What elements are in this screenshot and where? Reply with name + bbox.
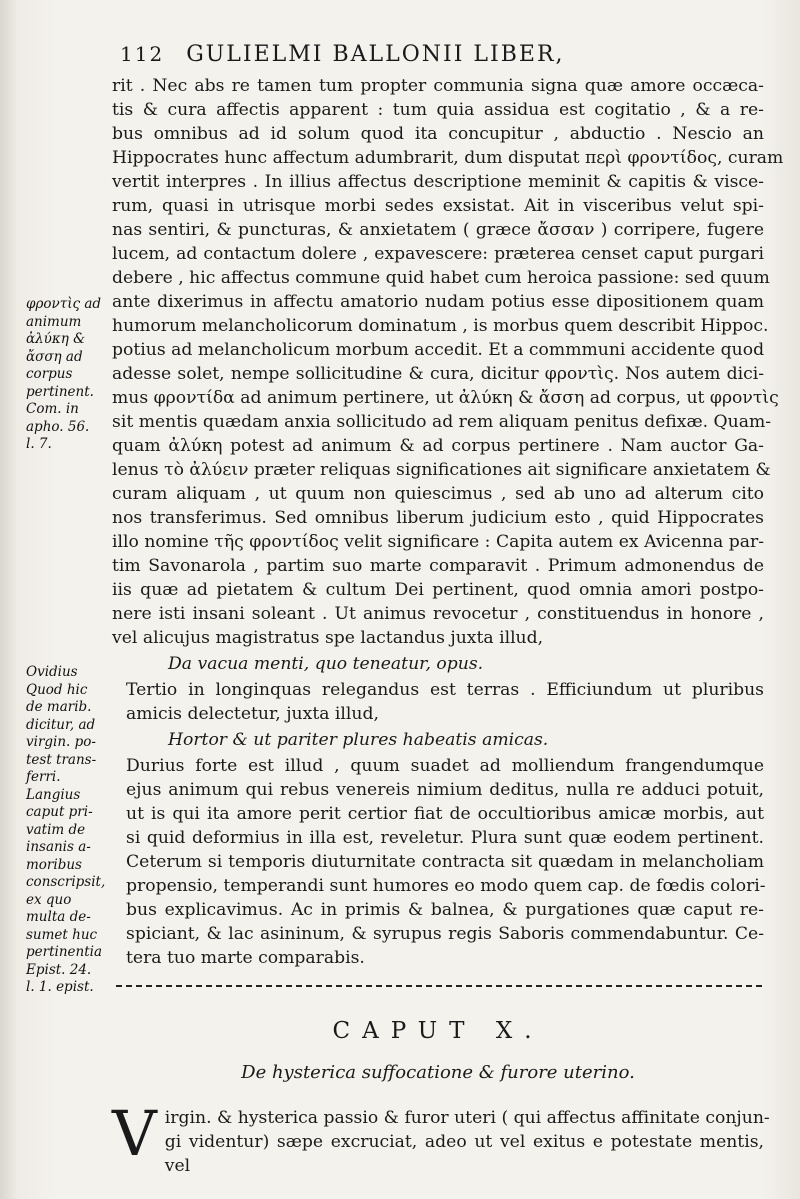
verse-quote: Hortor & ut pariter plures habeatis amicas. bbox=[168, 730, 549, 750]
text-line: Ceterum si temporis diuturnitate contracta sit quædam in melancholiam bbox=[126, 852, 764, 872]
text-line: spiciant, & lac asininum, & syrupus regis Saboris commendabuntur. Ce- bbox=[126, 924, 764, 944]
text-line: ut is qui ita amore perit certior fiat de occultioribus amicæ morbis, aut bbox=[126, 804, 764, 824]
text-line: rum, quasi in utrisque morbi sedes exsistat. Ait in visceribus velut spi- bbox=[112, 196, 764, 216]
section-divider-rule bbox=[116, 985, 762, 987]
margin-note-line: virgin. po- bbox=[26, 734, 96, 750]
margin-note-line: corpus bbox=[26, 366, 73, 382]
text-line: mus φροντίδα ad animum pertinere, ut ἀλύκη & ἄσση ad corpus, ut φροντὶς bbox=[112, 388, 779, 408]
chapter-body bbox=[112, 1097, 770, 1178]
text-line: ejus animum qui rebus venereis nimium deditus, nulla re adduci potuit, bbox=[126, 780, 764, 800]
text-line: nas sentiri, & puncturas, & anxietatem ( græce ἄσσαν ) corripere, fugere bbox=[112, 220, 764, 240]
margin-note-line: l. 1. epist. bbox=[26, 979, 94, 995]
text-line: vertit interpres . In illius affectus descriptione meminit & capitis & visce- bbox=[112, 172, 764, 192]
text-line: sit mentis quædam anxia sollicitudo ad rem aliquam penitus defixæ. Quam- bbox=[112, 412, 772, 432]
text-line: Durius forte est illud , quum suadet ad molliendum frangendumque bbox=[126, 756, 764, 776]
text-line: nere isti insani soleant . Ut animus revocetur , constituendus in honore , bbox=[112, 604, 764, 624]
text-line: bus explicavimus. Ac in primis & balnea, & purgationes quæ caput re- bbox=[126, 900, 764, 920]
text-line: Hippocrates hunc affectum adumbrarit, dum disputat περὶ φροντίδος, curam bbox=[112, 148, 784, 168]
margin-note-line: ἄσση ad bbox=[26, 348, 83, 365]
text-line: amicis delectetur, juxta illud, bbox=[126, 704, 379, 724]
text-line: lucem, ad contactum dolere , expavescere: præterea censet caput purgari bbox=[112, 244, 764, 264]
text-line: nos transferimus. Sed omnibus liberum judicium esto , quid Hippocrates bbox=[112, 508, 764, 528]
margin-note-line: Langius bbox=[26, 786, 81, 803]
margin-note-line: ferri. bbox=[26, 769, 61, 785]
margin-note-line: animum bbox=[26, 313, 82, 330]
running-title: GULIELMI BALLONII LIBER, bbox=[186, 42, 565, 67]
margin-note-line: Com. in bbox=[26, 401, 79, 417]
margin-note-2 bbox=[26, 664, 108, 997]
text-line: tim Savonarola , partim suo marte comparavit . Primum admonendus de bbox=[112, 556, 764, 576]
margin-note-line: moribus bbox=[26, 856, 82, 873]
margin-note-1 bbox=[26, 296, 108, 454]
text-line: vel alicujus magistratus spe lactandus juxta illud, bbox=[112, 628, 544, 648]
text-line: tis & cura affectis apparent : tum quia assidua est cogitatio , & a re- bbox=[112, 100, 764, 120]
text-line: potius ad melancholicum morbum accedit. Et a commmuni accidente quod bbox=[112, 340, 765, 360]
margin-note-line: vatim de bbox=[26, 821, 86, 838]
margin-note-line: φροντὶς ad bbox=[26, 296, 102, 312]
margin-note-line: insanis a- bbox=[26, 839, 91, 855]
page-number: 112 bbox=[120, 42, 165, 66]
margin-note-line: caput pri- bbox=[26, 804, 93, 820]
text-line: debere , hic affectus commune quid habet cum heroica passione: sed quum bbox=[112, 268, 770, 288]
margin-note-line: de marib. bbox=[26, 699, 92, 715]
margin-note-line: dicitur, ad bbox=[26, 716, 96, 733]
text-line: lenus τὸ ἀλύειν præter reliquas significationes ait significare anxietatem & bbox=[112, 460, 771, 480]
text-line: rit . Nec abs re tamen tum propter communia signa quæ amore occæca- bbox=[112, 76, 764, 96]
text-line: tera tuo marte comparabis. bbox=[126, 948, 365, 968]
margin-note-line: apho. 56. bbox=[26, 418, 90, 435]
margin-note-line: test trans- bbox=[26, 751, 97, 768]
margin-note-line: pertinentia bbox=[26, 944, 102, 960]
text-line: adesse solet, nempe sollicitudine & cura, dicitur φροντὶς. Nos autem dici- bbox=[112, 364, 764, 384]
drop-cap: V bbox=[112, 1097, 157, 1170]
margin-note-line: multa de- bbox=[26, 909, 91, 925]
text-line: quam ἀλύκη potest ad animum & ad corpus pertinere . Nam auctor Ga- bbox=[112, 436, 764, 456]
margin-note-line: pertinent. bbox=[26, 383, 94, 400]
running-header bbox=[120, 42, 680, 67]
text-line: illo nomine τῆς φροντίδος velit significare : Capita autem ex Avicenna par- bbox=[112, 532, 764, 552]
verse-quote: Da vacua menti, quo teneatur, opus. bbox=[168, 654, 484, 674]
text-line: gi videntur) sæpe excruciat, adeo ut vel exitus e potestate mentis, bbox=[164, 1132, 764, 1152]
text-line: bus omnibus ad id solum quod ita concupitur , abductio . Nescio an bbox=[112, 124, 764, 144]
text-line: propensio, temperandi sunt humores eo modo quem cap. de fœdis colori- bbox=[126, 876, 766, 896]
main-text bbox=[112, 74, 784, 970]
margin-note-line: l. 7. bbox=[26, 436, 52, 452]
text-line: humorum melancholicorum dominatum , is morbus quem describit Hippoc. bbox=[112, 316, 769, 336]
margin-note-line: conscripsit, bbox=[26, 874, 106, 890]
margin-note-line: sumet huc bbox=[26, 926, 98, 943]
text-line: curam aliquam , ut quum non quiescimus , sed ab uno ad alterum cito bbox=[112, 484, 764, 504]
text-line: iis quæ ad pietatem & cultum Dei pertinent, quod omnia amori postpo- bbox=[112, 580, 764, 600]
text-line: si quid deformius in illa est, reveletur. Plura sunt quæ eodem pertinent. bbox=[126, 828, 764, 848]
margin-note-line: Epist. 24. bbox=[26, 961, 92, 978]
margin-note-line: ἀλύκη & bbox=[26, 331, 86, 347]
text-line: Tertio in longinquas relegandus est terras . Efficiundum ut pluribus bbox=[126, 680, 764, 700]
chapter-subtitle: De hysterica suffocatione & furore uterino. bbox=[241, 1062, 635, 1083]
margin-note-line: Quod hic bbox=[26, 681, 88, 698]
text-line: ante dixerimus in affectu amatorio nudam potius esse dipositionem quam bbox=[112, 292, 764, 312]
chapter-title: CAPUT X. bbox=[332, 1018, 544, 1044]
text-line: vel bbox=[164, 1156, 191, 1176]
margin-note-line: ex quo bbox=[26, 891, 72, 908]
margin-note-line: Ovidius bbox=[26, 664, 78, 680]
text-line: irgin. & hysterica passio & furor uteri ( qui affectus affinitate conjun- bbox=[164, 1108, 770, 1128]
